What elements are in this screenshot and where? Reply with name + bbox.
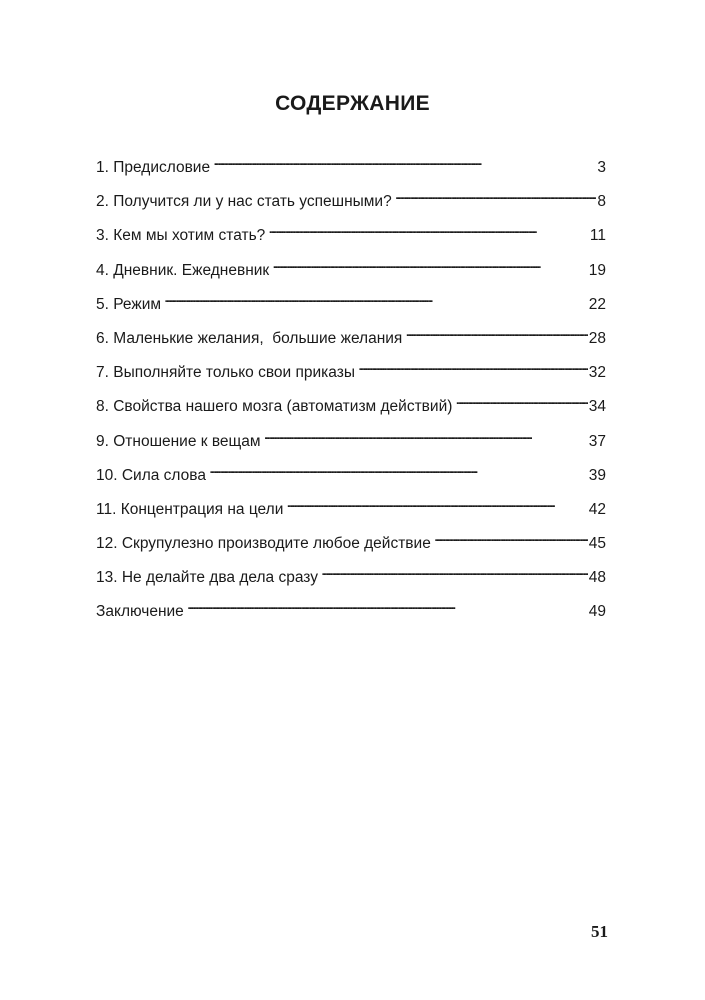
toc-entry-title: 5. Режим <box>96 295 162 313</box>
toc-entry <box>96 424 606 450</box>
toc-dot-leader <box>358 355 588 377</box>
toc-entry <box>96 150 606 176</box>
toc-dot-leader <box>209 458 588 480</box>
toc-entry-page: 32 <box>588 364 606 382</box>
page-number: 51 <box>591 922 608 941</box>
toc-entry-title: 6. Маленькие желания, большие желания <box>96 329 403 347</box>
toc-entry-page: 49 <box>588 603 606 621</box>
toc-entry-title: 3. Кем мы хотим стать? <box>96 227 266 245</box>
toc-dot-leader <box>187 594 588 616</box>
toc-entry-title: 1. Предисловие <box>96 159 211 176</box>
toc-entry-title: 4. Дневник. Ежедневник <box>96 261 270 279</box>
toc-entry <box>96 184 606 211</box>
toc-entry-title: Заключение <box>96 603 184 621</box>
toc-entry <box>96 526 606 553</box>
toc-entry-title: 13. Не делайте два дела сразу <box>96 569 318 587</box>
toc-entry-title: 9. Отношение к вещам <box>96 432 261 450</box>
toc-dot-leader <box>395 184 597 206</box>
toc-entry-page: 28 <box>588 329 606 347</box>
toc-entry <box>96 594 606 621</box>
toc-dot-leader <box>434 526 588 548</box>
toc-dot-leader <box>213 150 596 172</box>
table-of-contents <box>96 150 606 629</box>
toc-entry <box>96 458 606 484</box>
toc-entry <box>96 321 606 347</box>
toc-entry-title: 11. Концентрация на цели <box>96 500 284 518</box>
toc-dot-leader <box>164 287 588 309</box>
toc-entry-page: 48 <box>588 569 606 587</box>
toc-entry-page: 8 <box>597 193 606 211</box>
page-title: СОДЕРЖАНИЕ <box>275 92 430 115</box>
toc-entry <box>96 389 606 416</box>
toc-entry-page: 37 <box>588 432 606 450</box>
toc-entry-title: 2. Получится ли у нас стать успешными? <box>96 193 392 211</box>
toc-entry-page: 11 <box>589 227 606 245</box>
toc-entry <box>96 287 606 313</box>
toc-entry-page: 45 <box>588 535 606 553</box>
toc-dot-leader <box>268 218 589 240</box>
toc-entry-page: 34 <box>588 398 606 416</box>
toc-dot-leader <box>286 492 587 514</box>
toc-entry-page: 42 <box>588 500 606 518</box>
toc-entry-title: 10. Сила слова <box>96 466 206 484</box>
toc-entry-title: 8. Свойства нашего мозга (автоматизм действий) <box>96 398 453 416</box>
toc-dot-leader <box>405 321 587 343</box>
toc-entry <box>96 355 606 382</box>
toc-entry-title: 7. Выполняйте только свои приказы <box>96 364 355 382</box>
toc-entry-title: 12. Скрупулезно производите любое действие <box>96 535 431 553</box>
toc-dot-leader <box>264 424 588 446</box>
toc-dot-leader <box>272 253 588 275</box>
toc-entry <box>96 492 606 518</box>
toc-entry-page: 3 <box>597 159 606 176</box>
toc-entry-page: 39 <box>588 466 606 484</box>
toc-entry <box>96 253 606 279</box>
toc-entry <box>96 560 606 587</box>
toc-dot-leader <box>455 389 587 411</box>
toc-entry-page: 22 <box>588 295 606 313</box>
toc-entry <box>96 218 606 245</box>
toc-entry-page: 19 <box>588 261 606 279</box>
toc-dot-leader <box>321 560 588 582</box>
